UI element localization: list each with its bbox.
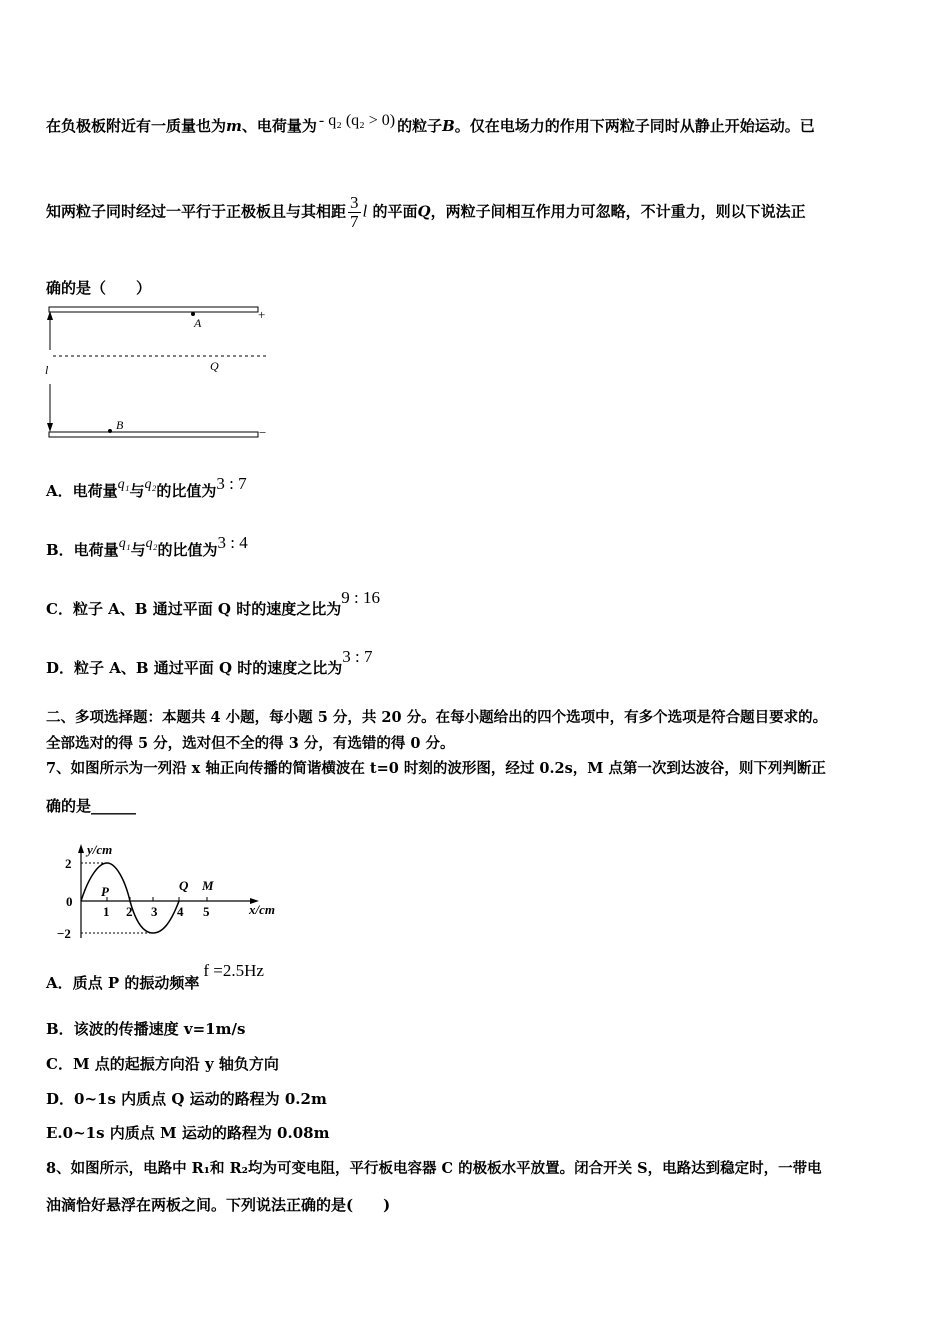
option-c-text: C．粒子 A、B 通过平面 Q 时的速度之比为 <box>46 600 342 618</box>
y-tick-2: 2 <box>65 856 72 871</box>
q6-plane-q: Q <box>417 202 431 221</box>
option-d-ratio: 3 : 7 <box>342 647 373 666</box>
x-tick-5: 5 <box>203 904 210 919</box>
q6-mass-symbol: m <box>226 117 242 135</box>
x-tick-2: 2 <box>126 904 133 919</box>
negative-plate <box>49 432 258 437</box>
option-a-ratio: 3 : 7 <box>216 474 247 493</box>
q6-line2-text-a: 知两粒子同时经过一平行于正极板且与其相距 <box>46 202 347 221</box>
section2-header-line1: 二、多项选择题：本题共 4 小题，每小题 5 分，共 20 分。在每小题给出的四个选项中，有多个选项是符合题目要求的。 <box>46 709 828 726</box>
minus-sign: − <box>259 425 267 440</box>
option-a-q2: q₂ <box>144 477 157 492</box>
q7-option-a-frequency: f =2.5Hz <box>203 961 264 980</box>
q6-line3: 确的是（ ） <box>46 279 152 297</box>
wave-graph <box>55 838 295 948</box>
fraction-denominator: 7 <box>350 212 359 231</box>
option-d-text: D．粒子 A、B 通过平面 Q 时的速度之比为 <box>46 659 343 677</box>
q6-option-c[interactable] <box>46 588 380 619</box>
q6-line2 <box>46 194 806 231</box>
plus-sign: + <box>258 307 266 322</box>
fraction-numerator: 3 <box>350 193 359 212</box>
option-a-prefix: A．电荷量 <box>46 482 118 500</box>
section2-header-line2: 全部选对的得 5 分，选对但不全的得 3 分，有选错的得 0 分。 <box>46 735 455 752</box>
x-tick-4: 4 <box>177 904 184 919</box>
q7-option-a[interactable] <box>46 961 264 993</box>
y-axis-arrow <box>78 844 84 853</box>
point-p-label: P <box>101 884 109 899</box>
q6-option-a[interactable] <box>46 474 247 501</box>
q7-option-d[interactable]: D．0~1s 内质点 Q 运动的路程为 0.2m <box>46 1090 327 1108</box>
option-c-ratio: 9 : 16 <box>341 588 380 607</box>
point-q-label: Q <box>179 878 189 893</box>
option-b-q1: q₁ <box>118 536 131 551</box>
q7-option-b[interactable]: B．该波的传播速度 v=1m/s <box>46 1020 246 1038</box>
q6-charge-formula: - q₂ (q₂ > 0) <box>318 112 396 129</box>
q6-line1 <box>46 112 815 136</box>
q6-line1-text-b: 、电荷量为 <box>241 117 317 135</box>
q6-line2-text-c: ，两粒子间相互作用力可忽略，不计重力，则以下说法正 <box>430 202 806 221</box>
x-axis-label: x/cm <box>249 902 275 917</box>
q6-fraction <box>348 194 361 231</box>
q6-option-d[interactable] <box>46 647 373 678</box>
point-m-label: M <box>202 878 214 893</box>
x-tick-3: 3 <box>151 904 158 919</box>
option-a-q1: q₁ <box>117 477 130 492</box>
q7-stem-line1: 7、如图所示为一列沿 x 轴正向传播的简谐横波在 t=0 时刻的波形图，经过 0.2s，M 点第一次到达波谷，则下列判断正 <box>46 760 826 777</box>
q8-stem-line2: 油滴恰好悬浮在两板之间。下列说法正确的是( ) <box>46 1196 391 1214</box>
q6-option-b[interactable] <box>46 533 248 560</box>
y-tick-0: 0 <box>66 894 73 909</box>
capacitor-diagram <box>40 300 280 446</box>
q6-particle-b: B <box>442 117 455 135</box>
option-b-prefix: B．电荷量 <box>46 541 119 559</box>
q6-line1-text-c: 的粒子 <box>397 117 443 135</box>
option-b-ratio: 3 : 4 <box>217 533 248 552</box>
option-a-and: 与 <box>129 482 145 500</box>
particle-b-dot <box>108 429 112 433</box>
label-q: Q <box>210 359 219 373</box>
label-l: l <box>45 363 49 377</box>
x-tick-1: 1 <box>103 904 110 919</box>
label-b: B <box>116 418 124 432</box>
q7-option-c[interactable]: C．M 点的起振方向沿 y 轴负方向 <box>46 1055 279 1073</box>
q6-length-l: l <box>362 201 368 221</box>
q7-option-e[interactable]: E.0~1s 内质点 M 运动的路程为 0.08m <box>46 1124 330 1142</box>
q7-stem-line2: 确的是______ <box>46 797 137 815</box>
option-a-suffix: 的比值为 <box>156 482 217 500</box>
q6-line1-text-a: 在负极板附近有一质量也为 <box>46 117 227 135</box>
q6-line1-text-d: 。仅在电场力的作用下两粒子同时从静止开始运动。已 <box>454 117 815 135</box>
y-tick-neg2: −2 <box>57 926 71 941</box>
option-b-and: 与 <box>130 541 146 559</box>
positive-plate <box>49 307 258 312</box>
y-axis-label: y/cm <box>87 842 113 857</box>
option-b-q2: q₂ <box>145 536 158 551</box>
q7-option-a-text: A．质点 P 的振动频率 <box>46 974 200 992</box>
option-b-suffix: 的比值为 <box>157 541 218 559</box>
arrow-down-head <box>47 423 53 432</box>
q6-line2-text-b: 的平面 <box>372 202 418 221</box>
label-a: A <box>194 316 202 330</box>
q8-stem-line1: 8、如图所示，电路中 R₁和 R₂均为可变电阻，平行板电容器 C 的极板水平放置。闭合开关 S，电路达到稳定时，一带电 <box>46 1160 822 1177</box>
